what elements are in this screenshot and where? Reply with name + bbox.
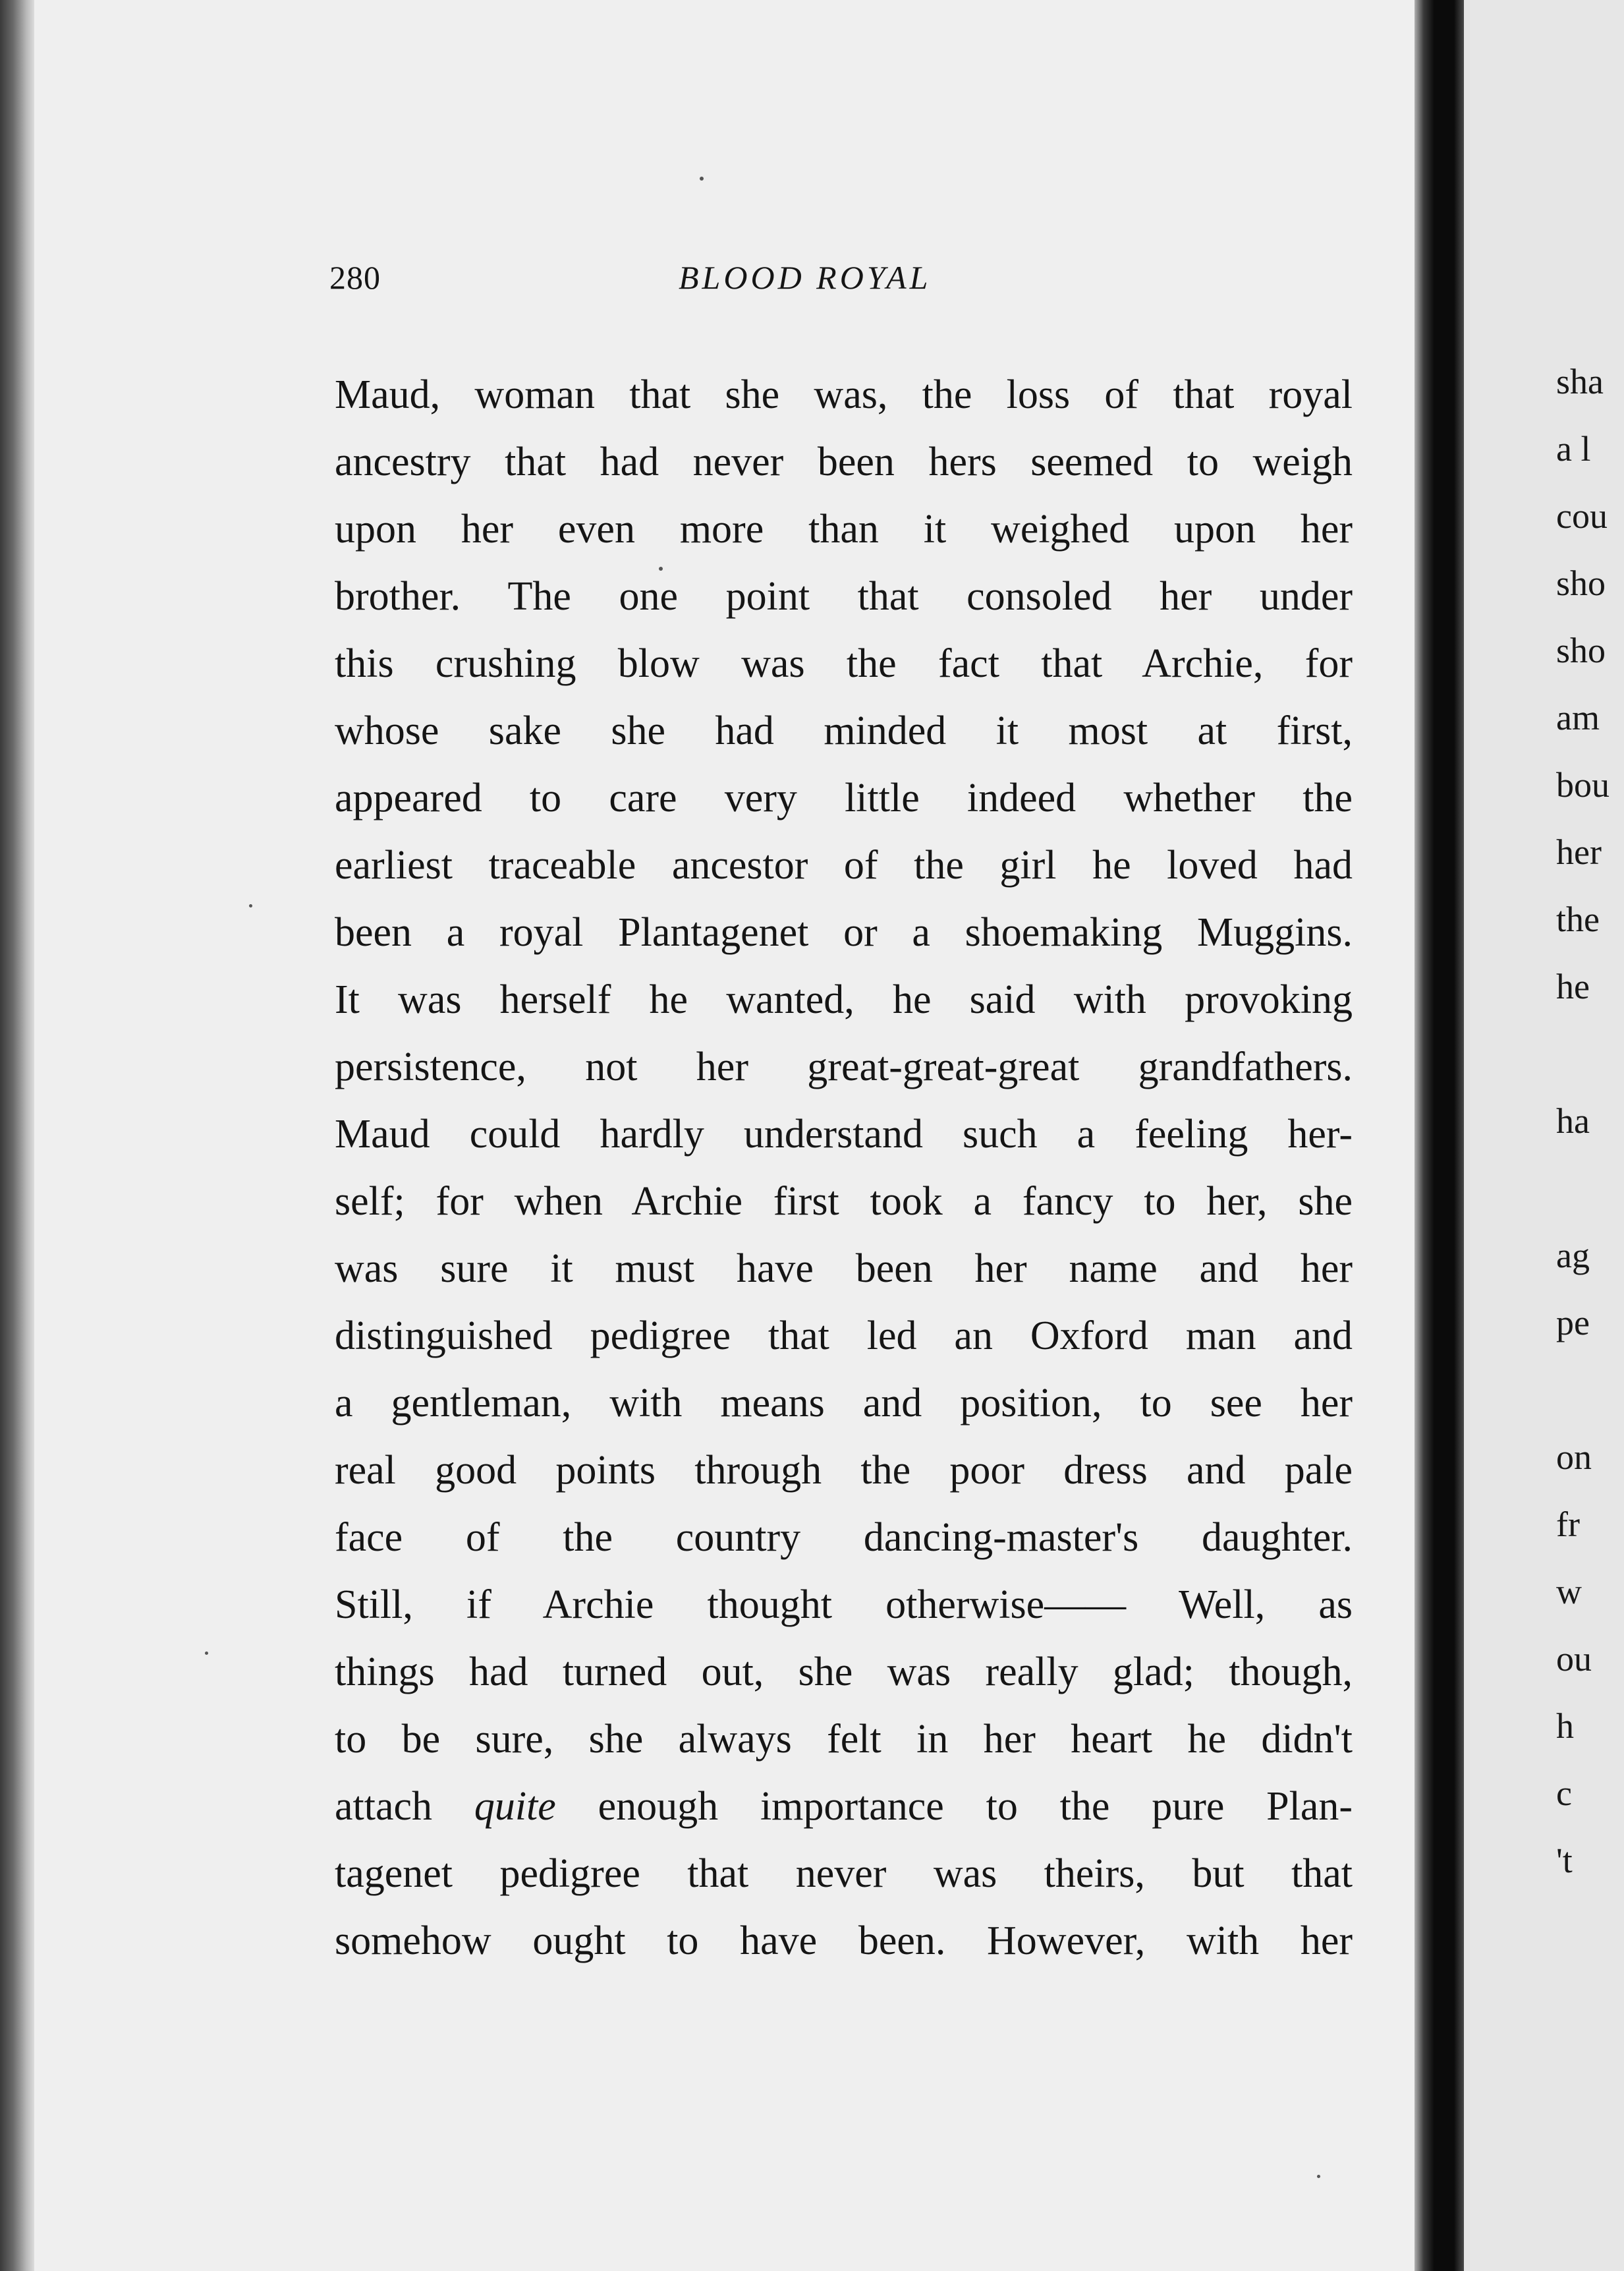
facing-page-fragment: am: [1556, 698, 1600, 737]
facing-page-fragment: h: [1556, 1706, 1574, 1746]
text-line: Still, if Archie thought otherwise—— Well, as: [335, 1582, 1353, 1627]
text-line: self; for when Archie first took a fancy to her, she: [335, 1179, 1353, 1224]
facing-page-fragment: ha: [1556, 1101, 1590, 1141]
text-line: tagenet pedigree that never was theirs, but that: [335, 1851, 1353, 1896]
facing-page-fragment: pe: [1556, 1303, 1590, 1342]
facing-page-fragment: a l: [1556, 429, 1591, 469]
scan-speck: [659, 567, 663, 571]
scan-speck: [700, 177, 704, 181]
scan-speck: [249, 904, 252, 907]
facing-page-fragment: ou: [1556, 1639, 1592, 1679]
text-line: Maud, woman that she was, the loss of that royal: [335, 372, 1353, 417]
page-gutter: [1414, 0, 1464, 2271]
facing-page-fragment: c: [1556, 1773, 1572, 1813]
facing-page: [1464, 0, 1624, 2271]
text-line: was sure it must have been her name and her: [335, 1246, 1353, 1291]
text-line: real good points through the poor dress and pale: [335, 1448, 1353, 1493]
text-line: things had turned out, she was really glad; though,: [335, 1650, 1353, 1694]
text-line: somehow ought to have been. However, with her: [335, 1918, 1353, 1963]
facing-page-fragment: fr: [1556, 1505, 1580, 1544]
facing-page-fragment: sha: [1556, 362, 1604, 401]
facing-page-fragment: on: [1556, 1437, 1592, 1477]
text-fragment: enough importance to the pure Plan-: [598, 1784, 1353, 1829]
facing-page-fragment: sho: [1556, 631, 1606, 670]
scan-speck: [205, 1652, 208, 1655]
text-line: earliest traceable ancestor of the girl he loved had: [335, 843, 1353, 888]
body-text: [335, 361, 1353, 1974]
page-title: BLOOD ROYAL: [679, 259, 932, 296]
facing-page-fragment: cou: [1556, 496, 1608, 536]
facing-page-fragment: bou: [1556, 765, 1610, 805]
text-line: distinguished pedigree that led an Oxford man and: [335, 1313, 1353, 1358]
text-line: a gentleman, with means and position, to see her: [335, 1381, 1353, 1425]
facing-page-fragment: he: [1556, 967, 1590, 1006]
binding-edge-left: [0, 0, 34, 2271]
page-number: 280: [329, 259, 381, 296]
italic-emphasis: quite: [474, 1784, 556, 1829]
text-line: to be sure, she always felt in her heart he didn't: [335, 1717, 1353, 1762]
text-line: ancestry that had never been hers seemed to weigh: [335, 440, 1353, 484]
text-line: Maud could hardly understand such a feeling her-: [335, 1112, 1353, 1157]
running-head: [329, 258, 1357, 311]
scan-speck: [1317, 2175, 1320, 2178]
facing-page-fragment: the: [1556, 900, 1600, 939]
facing-page-fragment: 't: [1556, 1841, 1573, 1880]
text-line: this crushing blow was the fact that Archie, for: [335, 641, 1353, 686]
text-fragment: attach: [335, 1784, 433, 1829]
facing-page-fragment: sho: [1556, 563, 1606, 603]
facing-page-fragment: ag: [1556, 1236, 1590, 1275]
text-line: face of the country dancing-master's daughter.: [335, 1515, 1353, 1560]
text-line: brother. The one point that consoled her under: [335, 574, 1353, 619]
text-line: been a royal Plantagenet or a shoemaking Muggins.: [335, 910, 1353, 955]
text-line: It was herself he wanted, he said with provoking: [335, 977, 1353, 1022]
text-line: appeared to care very little indeed whether the: [335, 776, 1353, 820]
text-line: whose sake she had minded it most at first,: [335, 708, 1353, 753]
facing-page-fragment: w: [1556, 1572, 1582, 1611]
text-line: [335, 1773, 1353, 1840]
text-line: upon her even more than it weighed upon her: [335, 507, 1353, 552]
text-line: persistence, not her great-great-great grandfathers.: [335, 1045, 1353, 1089]
facing-page-fragment: her: [1556, 832, 1602, 872]
